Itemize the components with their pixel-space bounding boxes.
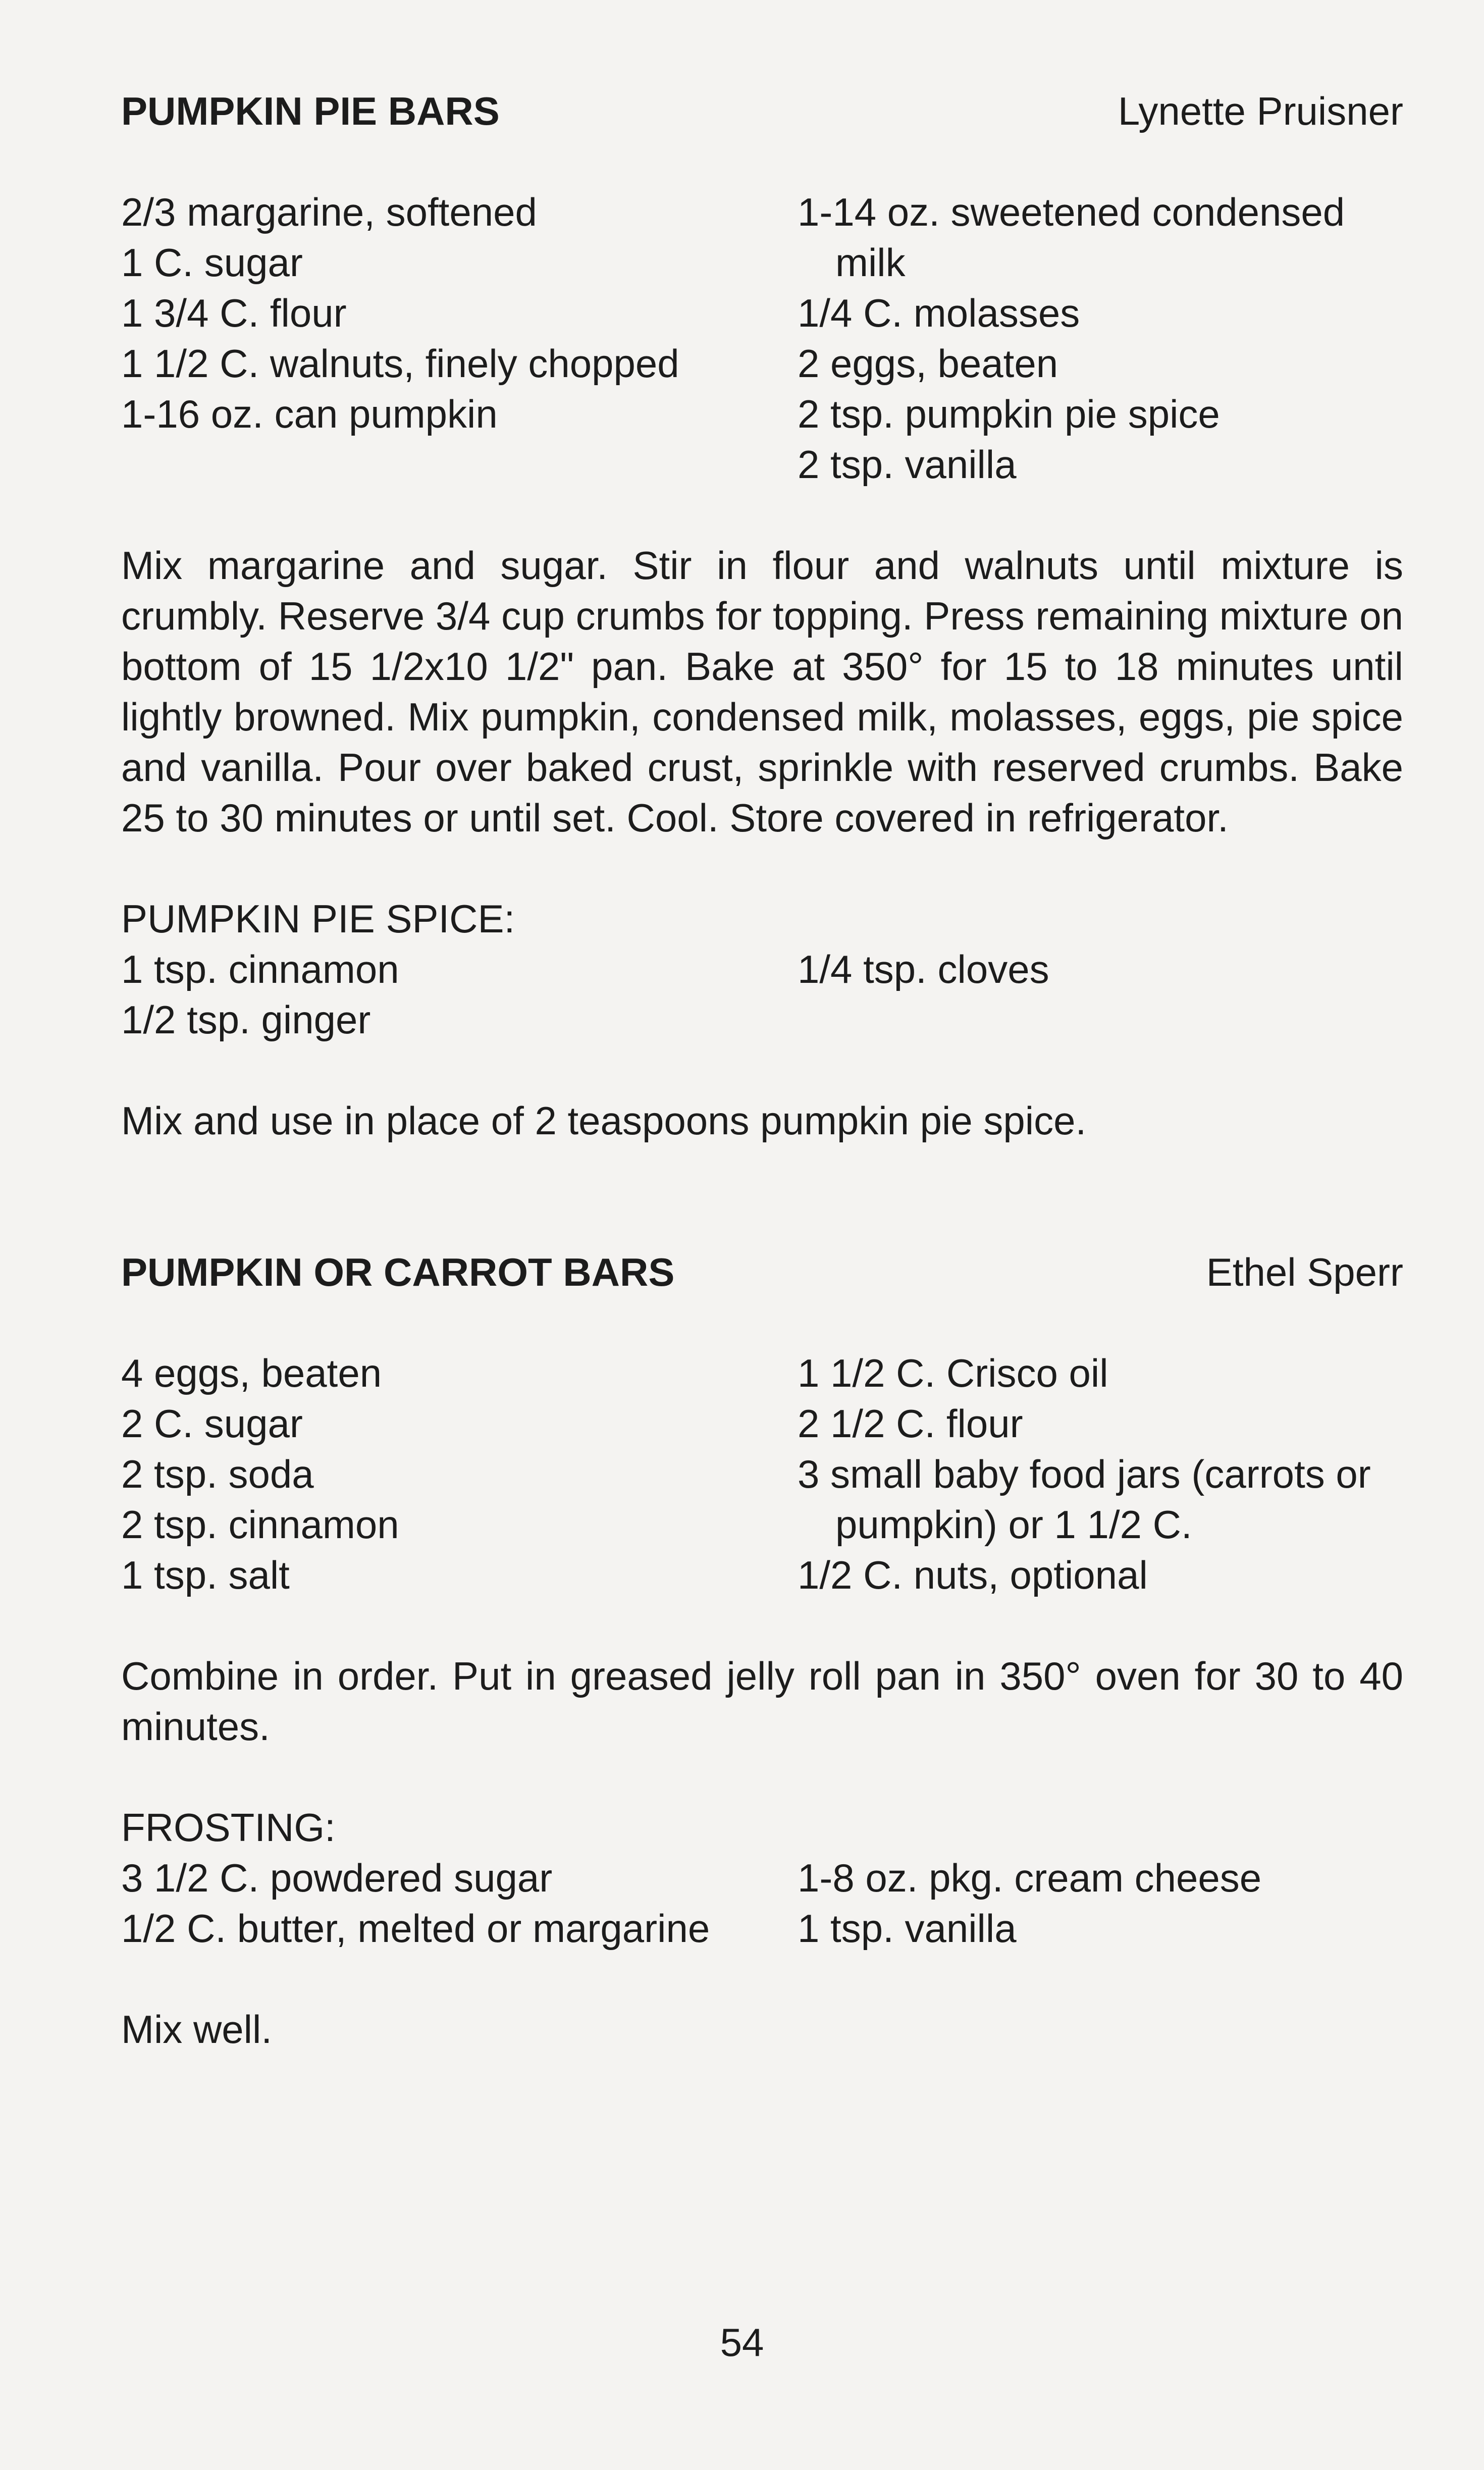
ingredient-column-left [121, 187, 798, 490]
cookbook-page [121, 86, 1403, 2055]
ingredient: 1/2 tsp. ginger [121, 997, 371, 1042]
recipe-directions: Mix margarine and sugar. Stir in flour and walnuts until mixture is crumbly. Reserve 3/4 cup crumbs for topping. Press remaining mixture on bottom of 15 1/2x10 1/2" pan. Bake at 350° for 15 to 18 minutes until lightly browned. Mix pumpkin, condensed milk, molasses, eggs, pie spice and vanilla. Pour over baked crust, sprinkle with reserved crumbs. Bake 25 to 30 minutes or until set. Cool. Store covered in refrigerator. [121, 543, 1403, 840]
ingredient: 2 eggs, beaten [798, 341, 1058, 386]
ingredient-column-left [121, 944, 798, 1045]
recipe-header [121, 1247, 1403, 1297]
ingredient: 1 1/2 C. Crisco oil [798, 1351, 1108, 1395]
ingredient: 1-14 oz. sweetened condensed milk [798, 190, 1345, 285]
ingredient: 2/3 margarine, softened [121, 190, 537, 234]
ingredient: 1/2 C. nuts, optional [798, 1553, 1148, 1597]
sub-recipe-directions: Mix well. [121, 2007, 273, 2052]
ingredient: 1/4 tsp. cloves [798, 947, 1049, 991]
ingredient-column-right [798, 1853, 1403, 1954]
ingredient-list [121, 1348, 1403, 1600]
ingredient: 2 1/2 C. flour [798, 1401, 1023, 1446]
ingredient: 2 tsp. vanilla [798, 442, 1017, 487]
ingredient: 4 eggs, beaten [121, 1351, 382, 1395]
ingredient: 2 tsp. pumpkin pie spice [798, 392, 1220, 436]
sub-ingredient-list [121, 944, 1403, 1045]
recipe-header [121, 86, 1403, 136]
recipe-title: PUMPKIN PIE BARS [121, 89, 500, 133]
recipe-pumpkin-or-carrot-bars [121, 1247, 1403, 2055]
ingredient: 1 1/2 C. walnuts, finely chopped [121, 341, 679, 386]
ingredient-column-left [121, 1348, 798, 1600]
sub-ingredient-list [121, 1853, 1403, 1954]
ingredient: 1-8 oz. pkg. cream cheese [798, 1856, 1262, 1900]
ingredient: 1/4 C. molasses [798, 291, 1080, 335]
sub-recipe-heading: FROSTING: [121, 1805, 336, 1850]
recipe-directions: Combine in order. Put in greased jelly roll pan in 350° oven for 30 to 40 minutes. [121, 1654, 1403, 1749]
ingredient-column-right [798, 944, 1403, 1045]
ingredient-column-right [798, 1348, 1403, 1600]
recipe-title: PUMPKIN OR CARROT BARS [121, 1250, 675, 1294]
recipe-pumpkin-pie-bars [121, 86, 1403, 1146]
ingredient: 1 tsp. cinnamon [121, 947, 399, 991]
ingredient: 1-16 oz. can pumpkin [121, 392, 498, 436]
ingredient: 3 small baby food jars (carrots or pumpkin) or 1 1/2 C. [798, 1452, 1371, 1547]
ingredient-column-right [798, 187, 1403, 490]
ingredient: 2 tsp. cinnamon [121, 1502, 399, 1547]
ingredient: 1 tsp. vanilla [798, 1906, 1017, 1951]
ingredient: 1 C. sugar [121, 240, 303, 285]
ingredient: 3 1/2 C. powdered sugar [121, 1856, 553, 1900]
ingredient: 2 tsp. soda [121, 1452, 314, 1496]
ingredient: 1/2 C. butter, melted or margarine [121, 1906, 710, 1951]
sub-recipe-heading: PUMPKIN PIE SPICE: [121, 897, 515, 941]
ingredient-column-left [121, 1853, 798, 1954]
page-number: 54 [720, 2320, 764, 2364]
ingredient: 1 3/4 C. flour [121, 291, 347, 335]
ingredient: 1 tsp. salt [121, 1553, 290, 1597]
ingredient: 2 C. sugar [121, 1401, 303, 1446]
recipe-author: Ethel Sperr [1206, 1250, 1403, 1294]
ingredient-list [121, 187, 1403, 490]
sub-recipe-directions: Mix and use in place of 2 teaspoons pumpkin pie spice. [121, 1098, 1087, 1143]
recipe-author: Lynette Pruisner [1118, 89, 1403, 133]
